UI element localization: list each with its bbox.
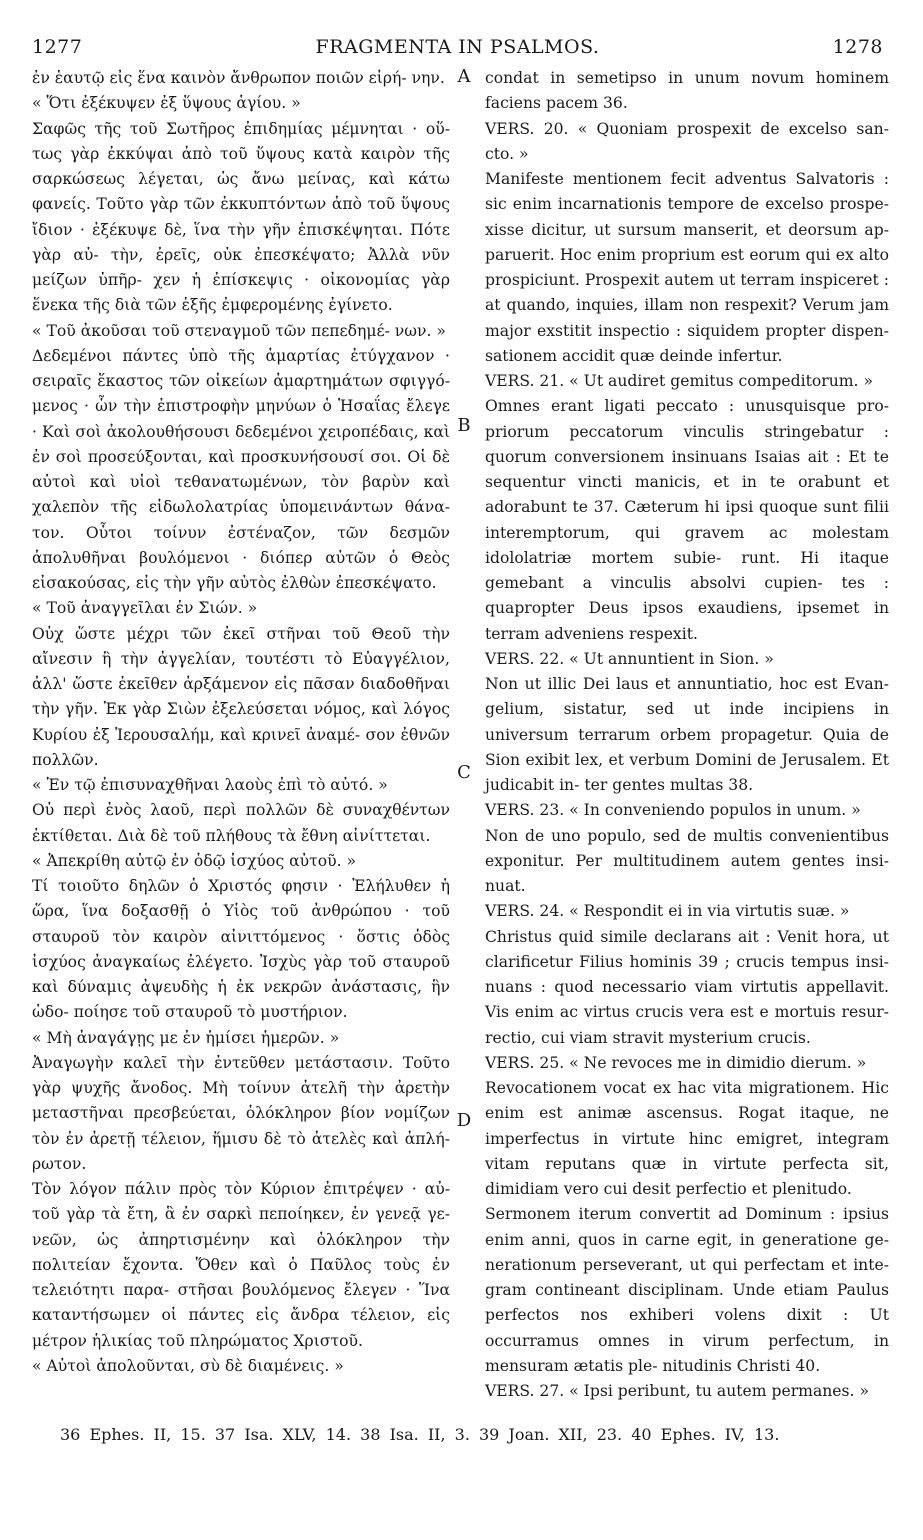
latin-paragraph: Christus quid simile declarans ait : Venit hora, ut clarificetur Filius hominis 39 ; crucis tempus insi- nuans : quod necessario viam virtutis appellavit. Vis enim ac virtus crucis vera est e mortuis resur- rectio, cui viam stravit mysterium crucis. (485, 927, 889, 1047)
margin-letter-a: A (457, 66, 471, 87)
latin-paragraph: Non de uno populo, sed de multis convenientibus exponitur. Per multitudinem autem gentes insi- nuat. (485, 826, 889, 895)
greek-paragraph: Σαφῶς τῆς τοῦ Σωτῆρος ἐπιδημίας μέμνηται · οὕ- τως γὰρ ἐκκύψαι ἀπὸ τοῦ ὕψους κατὰ καιρὸν τῆς σαρκώσεως λέγεται, ὡς ἄνω μείνας, καὶ κάτω φανείς. Τοῦτο γὰρ τῶν ἐκκυπτόντων ἀπὸ τοῦ ὕψους ἴδιον · ἐξέκυψε δὲ, ἵνα τὴν γῆν ἐπισκέψηται. Πότε γὰρ αὐ- τὴν, ἐρεῖς, οὐκ ἐπεσκέψατο; Ἀλλὰ νῦν μείζων ὑπῆρ- χεν ἡ ἐπίσκεψις · οἰκονομίας γὰρ ἕνεκα τῆς διὰ τῶν ἑξῆς ἐμφερομένης ἐγίνετο. (32, 119, 450, 315)
latin-paragraph: Sermonem iterum convertit ad Dominum : ipsius enim anni, quos in carne egit, in generatione ge- nerationum perseverant, ut qui perfectam et inte- gram contineant disciplinam. Unde etiam Paulus perfectos nos exhiberi volens dixit : Ut occurramus omnes in virum perfectum, in mensuram ætatis ple- nitudinis Christi 40. (485, 1205, 889, 1375)
greek-paragraph: Τί τοιοῦτο δηλῶν ὁ Χριστός φησιν · Ἐλήλυθεν ἡ ὥρα, ἵνα δοξασθῇ ὁ Υἱὸς τοῦ ἀνθρώπου · τοῦ σταυροῦ τὸν καιρὸν αἰνιττόμενος · ὅστις ὁδὸς ἰσχύος ἀναγκαίως ἐλέγετο. Ἰσχὺς γὰρ τοῦ σταυροῦ καὶ δύναμις ἀψευδὴς ἡ ἐκ νεκρῶν ἀνάστασις, ἣν ὡδο- ποίησε τοῦ σταυροῦ τὸ μυστήριον. (32, 877, 450, 1022)
page-number-left: 1277 (32, 36, 83, 58)
page-number-right: 1278 (832, 36, 883, 58)
latin-verse-heading: VERS. 23. « In conveniendo populos in unum. » (485, 801, 861, 820)
greek-paragraph: Οὐχ ὥστε μέχρι τῶν ἐκεῖ στῆναι τοῦ Θεοῦ τὴν αἴνεσιν ἢ τὴν ἀγγελίαν, τουτέστι τὸ Εὐαγγέλιον, ἀλλ' ὥστε ἐκεῖθεν ἀρξάμενον εἰς πᾶσαν διαδοθῆναι τὴν γῆν. Ἐκ γὰρ Σιὼν ἐξελεύσεται νόμος, καὶ λόγος Κυρίου ἐξ Ἱερουσαλήμ, καὶ κρινεῖ ἀναμέ- σον ἐθνῶν πολλῶν. (32, 624, 450, 769)
latin-verse-heading: VERS. 21. « Ut audiret gemitus compeditorum. » (485, 372, 873, 390)
greek-lemma: « Τοῦ ἀκοῦσαι τοῦ στεναγμοῦ τῶν πεπεδημέ- νων. » (32, 321, 446, 340)
greek-lemma: « Ἀπεκρίθη αὐτῷ ἐν ὁδῷ ἰσχύος αὐτοῦ. » (32, 851, 357, 870)
latin-verse-heading: VERS. 22. « Ut annuntient in Sion. » (485, 649, 774, 668)
greek-paragraph: Τὸν λόγον πάλιν πρὸς τὸν Κύριον ἐπιτρέψεν · αὐ- τοῦ γὰρ τὰ ἔτη, ἃ ἐν σαρκὶ πεποίηκεν, ἐν γενεᾷ γε- νεῶν, ὡς ἀπηρτισμένην καὶ ὁλόκληρον τὴν πολιτείαν ἔχοντα. Ὅθεν καὶ ὁ Παῦλος τοὺς ἐν τελειότητι παρα- στῆσαι βουλόμενος ἔλεγεν · Ἵνα καταντήσωμεν οἱ πάντες εἰς ἄνδρα τέλειον, εἰς μέτρον ἡλικίας τοῦ πληρώματος Χριστοῦ. (32, 1180, 450, 1350)
greek-lemma: « Ἐν τῷ ἐπισυναχθῆναι λαοὺς ἐπὶ τὸ αὐτό. » (32, 776, 388, 794)
latin-paragraph: condat in semetipso in unum novum hominem faciens pacem 36. (485, 69, 889, 113)
latin-paragraph: Omnes erant ligati peccato : unusquisque pro- priorum peccatorum vinculis stringebatur : quorum conversionem insinuans Isaias ait : Et te sequentur vincti manicis, et in te orabunt et adorabunt te 37. Cæterum hi ipsi quoque sunt filii interemptorum, qui gravem ac molestam idololatriæ mortem subie- runt. Hi itaque gemebant a vinculis absolvi cupien- tes : quapropter Deus ipsos exaudiens, ipsemet in terram adveniens respexit. (485, 397, 889, 643)
greek-column (32, 66, 450, 1379)
margin-letter-d: D (456, 1110, 472, 1131)
latin-paragraph: Revocationem vocat ex hac vita migrationem. Hic enim est animæ ascensus. Rogat itaque, ne imperfectus in virtute hinc emigret, integram vitam reputans quæ in virtute perfecta sit, dimidiam vero cui desit perfectio et plenitudo. (485, 1079, 889, 1198)
greek-lemma: « Τοῦ ἀναγγεῖλαι ἐν Σιών. » (32, 599, 258, 618)
latin-verse-heading: VERS. 27. « Ipsi peribunt, tu autem permanes. » (485, 1382, 869, 1400)
greek-paragraph: Ἀναγωγὴν καλεῖ τὴν ἐντεῦθεν μετάστασιν. Τοῦτο γὰρ ψυχῆς ἄνοδος. Μὴ τοίνυν ἀτελῆ τὴν ἀρετὴν μεταστῆναι πρεσβεύεται, ὁλόκληρον βίον νομίζων τὸν ἐν ἀρετῇ τέλειον, ἥμισυ δὲ τὸ ἀτελὲς καὶ ἀπλή- ρωτον. (32, 1053, 450, 1173)
greek-lemma: « Αὐτοὶ ἀπολοῦνται, σὺ δὲ διαμένεις. » (32, 1356, 344, 1375)
greek-lemma: « Ὅτι ἐξέκυψεν ἐξ ὕψους ἁγίου. » (32, 94, 301, 113)
latin-paragraph: Non ut illic Dei laus et annuntiatio, hoc est Evan- gelium, sistatur, sed ut inde incipiens in universum terrarum orbem propagetur. Quia de Sion exibit lex, et verbum Domini de Jerusalem. Et judicabit in- ter gentes multas 38. (485, 675, 889, 794)
footnotes: 36 Ephes. II, 15. 37 Isa. XLV, 14. 38 Isa. II, 3. 39 Joan. XII, 23. 40 Ephes. IV, 13. (60, 1425, 780, 1444)
greek-lemma: « Μὴ ἀναγάγῃς με ἐν ἡμίσει ἡμερῶν. » (32, 1028, 340, 1047)
latin-verse-heading: VERS. 24. « Respondit ei in via virtutis suæ. » (485, 902, 850, 921)
greek-paragraph: Οὐ περὶ ἑνὸς λαοῦ, περὶ πολλῶν δὲ συναχθέντων ἐκτίθεται. Διὰ δὲ τοῦ πλήθους τὰ ἔθνη αἰνίττεται. (32, 801, 450, 845)
greek-paragraph: ἐν ἑαυτῷ εἰς ἕνα καινὸν ἄνθρωπον ποιῶν εἰρή- νην. (32, 69, 445, 87)
margin-letters (452, 0, 476, 1540)
latin-verse-heading: VERS. 20. « Quoniam prospexit de excelso san- cto. » (485, 119, 889, 163)
margin-letter-c: C (457, 762, 471, 783)
margin-letter-b: B (457, 415, 471, 436)
latin-verse-heading: VERS. 25. « Ne revoces me in dimidio dierum. » (485, 1053, 867, 1072)
latin-paragraph: Manifeste mentionem fecit adventus Salvatoris : sic enim incarnationis tempore de excelso prospe- xisse dicitur, ut sursum manserit, et deorsum ap- paruerit. Hoc enim proprium est eorum qui ex alto prospiciunt. Prospexit autem ut terram inspiceret : at quando, inquies, illam non respexit? Verum jam major exstitit inspectio : siquidem propter dispen- sationem accidit quæ deinde infertur. (485, 170, 889, 365)
greek-paragraph: Δεδεμένοι πάντες ὑπὸ τῆς ἁμαρτίας ἐτύγχανον · σειραῖς ἕκαστος τῶν οἰκείων ἁμαρτημάτων σφιγγό- μενος · ὧν τὴν ἐπιστροφὴν μηνύων ὁ Ἡσαΐας ἔλεγε · Καὶ σοὶ ἀκολουθήσουσι δεδεμένοι χειροπέδαις, καὶ ἐν σοὶ προσεύξονται, καὶ προσκυνήσουσί σοι. Οἱ δὲ αὐτοὶ καὶ υἱοὶ τεθανατωμένων, τὸν βαρὺν καὶ χαλεπὸν τῆς εἰδωλολατρίας ὑπομεινάντων θάνα- τον. Οὗτοι τοίνυν ἐστέναζον, τῶν δεσμῶν ἀπολυθῆναι βουλόμενοι · διόπερ αὐτῶν ὁ Θεὸς εἰσακούσας, εἰς τὴν γῆν αὐτὸς ἐλθὼν ἐπεσκέψατο. (32, 346, 450, 592)
latin-column (485, 66, 889, 1404)
page-title: FRAGMENTA IN PSALMOS. (315, 36, 600, 58)
